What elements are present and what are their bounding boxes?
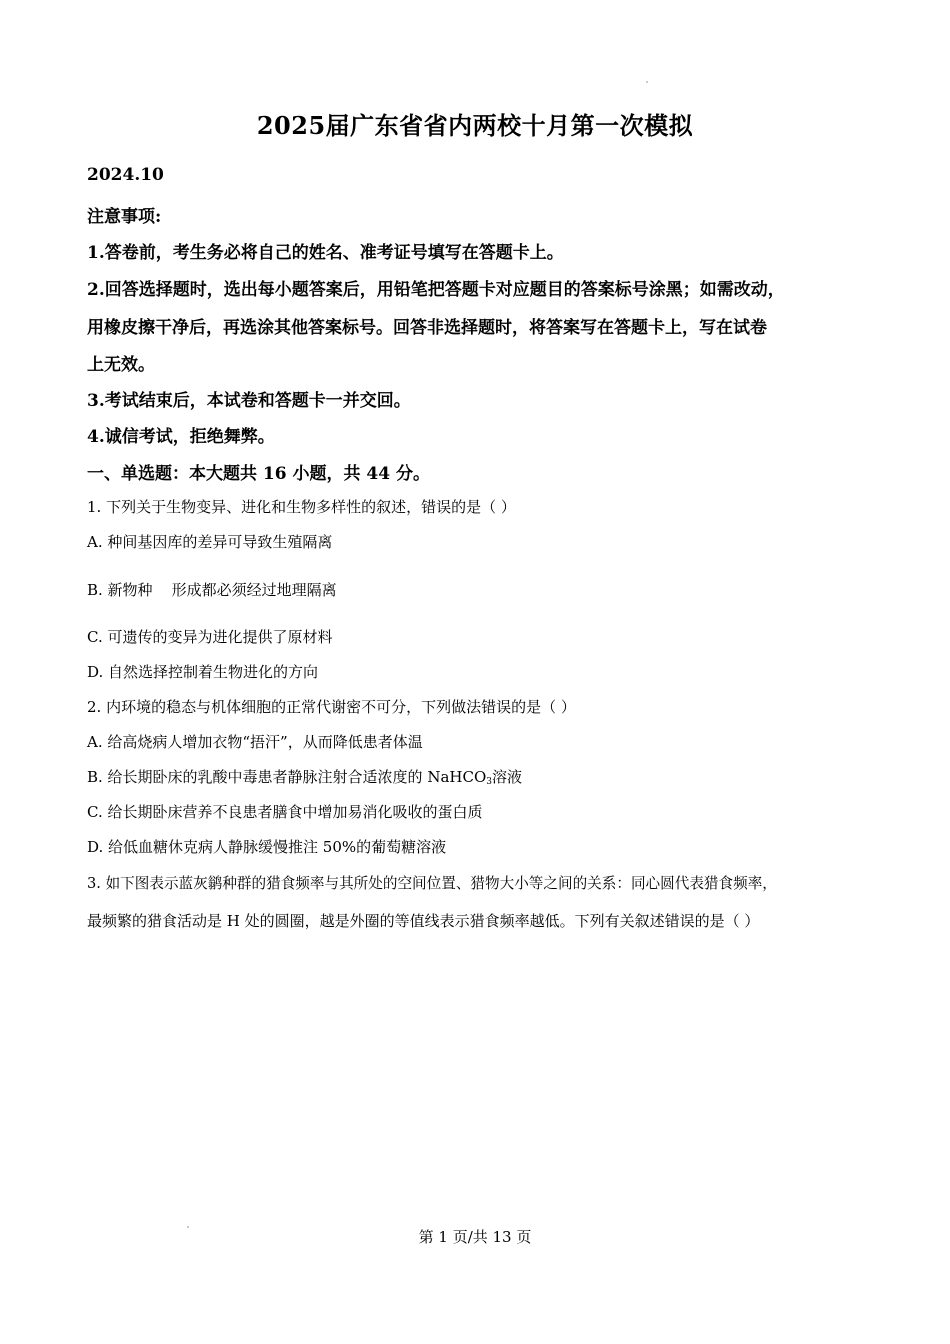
notice-item-2-line-2: 用橡皮擦干净后，再选涂其他答案标号。回答非选择题时，将答案写在答题卡上，写在试卷 (87, 318, 767, 338)
question-3-stem-line-2: 最频繁的猎食活动是 H 处的圆圈，越是外圈的等值线表示猎食频率越低。下列有关叙述错误的是（ ） (87, 912, 760, 930)
question-2-option-d: D. 给低血糖休克病人静脉缓慢推注 50%的葡萄糖溶液 (87, 838, 447, 856)
notice-item-1: 1.答卷前，考生务必将自己的姓名、准考证号填写在答题卡上。 (87, 243, 564, 263)
notice-item-2-line-1: 2.回答选择题时，选出每小题答案后，用铅笔把答题卡对应题目的答案标号涂黑；如需改动， (87, 280, 785, 300)
question-2-option-b-suffix: 溶液 (492, 768, 523, 786)
question-1-option-a: A. 种间基因库的差异可导致生殖隔离 (87, 533, 333, 551)
question-2-option-b (87, 766, 522, 787)
question-1-stem: 1. 下列关于生物变异、进化和生物多样性的叙述，错误的是（ ） (87, 498, 516, 516)
question-2-option-b-text: B. 给长期卧床的乳酸中毒患者静脉注射合适浓度的 NaHCO (87, 768, 487, 786)
question-1-option-c: C. 可遗传的变异为进化提供了原材料 (87, 628, 333, 646)
question-1-option-b: B. 新物种 形成都必须经过地理隔离 (87, 581, 337, 599)
notice-item-4: 4.诚信考试，拒绝舞弊。 (87, 427, 275, 447)
notice-item-2-line-3: 上无效。 (87, 355, 155, 375)
question-1-option-d: D. 自然选择控制着生物进化的方向 (87, 663, 319, 681)
notice-item-3: 3.考试结束后，本试卷和答题卡一并交回。 (87, 391, 411, 411)
subscript-three: 3 (486, 777, 492, 787)
page-footer: 第 1 页/共 13 页 (418, 1228, 532, 1246)
speck-mark (646, 81, 648, 83)
question-2-option-a: A. 给高烧病人增加衣物“捂汗”，从而降低患者体温 (87, 733, 423, 751)
section-heading: 一、单选题：本大题共 16 小题，共 44 分。 (87, 464, 430, 484)
exam-date: 2024.10 (87, 165, 164, 185)
notice-heading: 注意事项: (87, 207, 162, 227)
page-title: 2025届广东省省内两校十月第一次模拟 (256, 111, 694, 140)
question-2-option-c: C. 给长期卧床营养不良患者膳食中增加易消化吸收的蛋白质 (87, 803, 483, 821)
question-2-stem: 2. 内环境的稳态与机体细胞的正常代谢密不可分，下列做法错误的是（ ） (87, 698, 576, 716)
question-3-stem-line-1: 3. 如下图表示蓝灰鹟种群的猎食频率与其所处的空间位置、猎物大小等之间的关系：同心圆代表猎食频率， (87, 875, 777, 892)
